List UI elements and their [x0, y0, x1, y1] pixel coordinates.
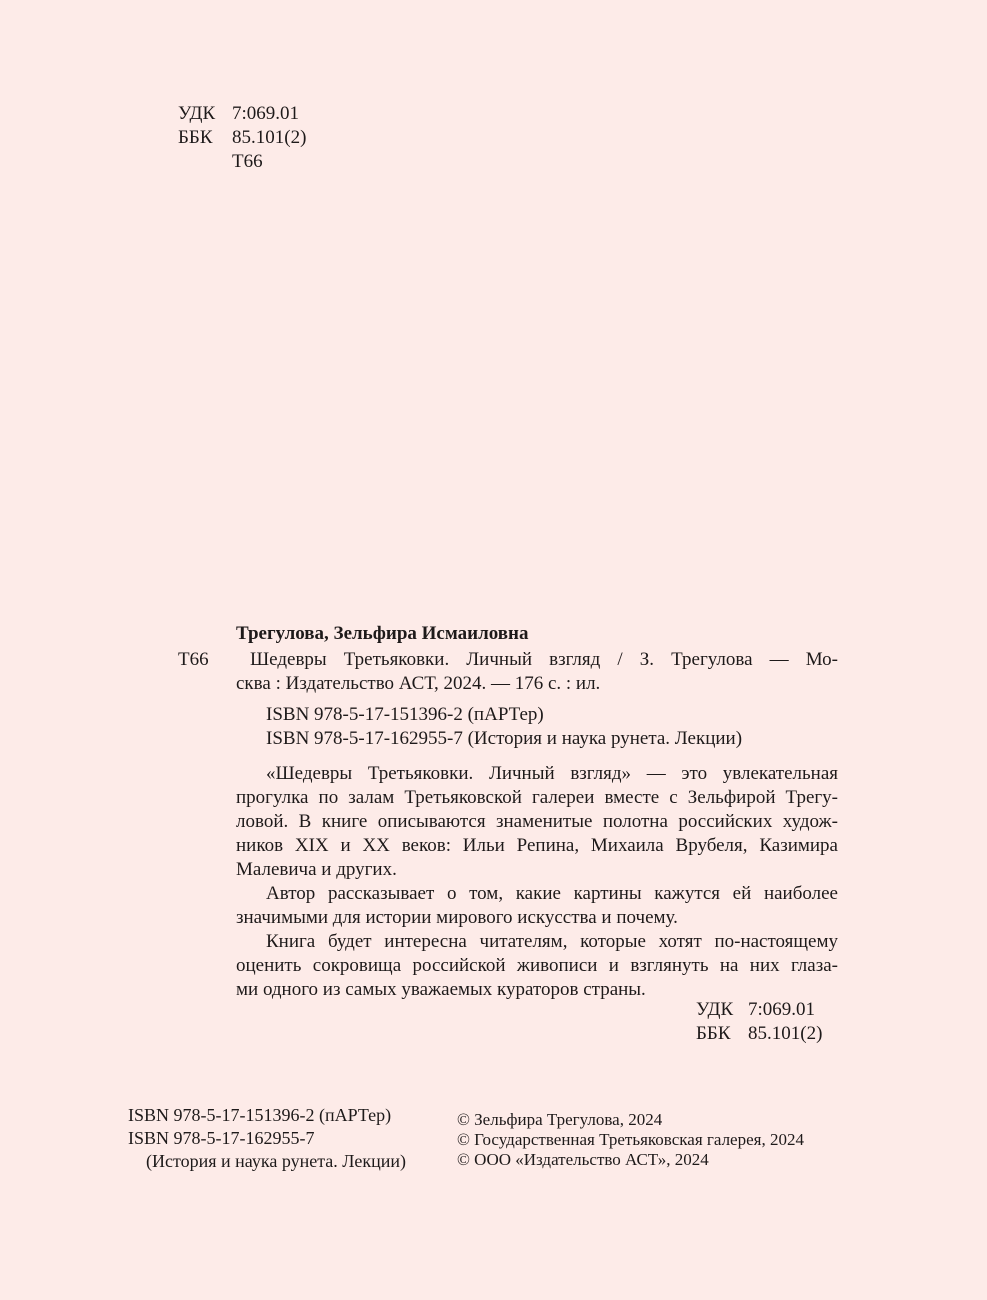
abstract-line: оценить сокровища российской живописи и взглянуть на них глаза- — [236, 955, 838, 976]
card-udk-row — [696, 998, 838, 1022]
abstract-line: ловой. В книге описываются знаменитые полотна российских худож- — [236, 811, 838, 832]
card-udk-value: 7:069.01 — [748, 999, 816, 1020]
bottom-isbn-line-1: ISBN 978-5-17-151396-2 (пАРТер) — [128, 1105, 392, 1125]
bbk-label: ББК — [178, 127, 213, 148]
abstract-line: Малевича и других. — [236, 859, 397, 880]
bottom-isbn-line-3: (История и наука рунета. Лекции) — [146, 1151, 406, 1171]
card-udk-label: УДК — [696, 999, 734, 1020]
udk-row — [178, 102, 306, 126]
card-classification — [696, 998, 838, 1046]
udk-value: 7:069.01 — [232, 103, 300, 124]
abstract-line: ми одного из самых уважаемых кураторов страны. — [236, 979, 646, 1000]
bottom-isbn — [128, 1104, 406, 1173]
abstract-line: значимыми для истории мирового искусства и почему. — [236, 907, 678, 928]
top-classification — [178, 102, 306, 174]
copyright-block — [457, 1110, 804, 1170]
abstract-line: прогулка по залам Третьяковской галереи вместе с Зельфирой Трегу- — [236, 787, 838, 808]
card-title-line-1: Шедевры Третьяковки. Личный взгляд / З. Трегулова — Мо- — [250, 649, 838, 670]
card-bbk-value: 85.101(2) — [748, 1023, 823, 1044]
card-isbn-2: ISBN 978-5-17-162955-7 (История и наука рунета. Лекции) — [266, 728, 743, 749]
card-title-line-2: сква : Издательство АСТ, 2024. — 176 с. : ил. — [236, 673, 601, 694]
card-author: Трегулова, Зельфира Исмаиловна — [236, 623, 529, 644]
copyright-line-1: © Зельфира Трегулова, 2024 — [457, 1110, 663, 1129]
card-author-mark: Т66 — [178, 649, 209, 670]
abstract-line: ников XIX и XX веков: Ильи Репина, Михаила Врубеля, Казимира — [236, 835, 838, 856]
bottom-isbn-line-2: ISBN 978-5-17-162955-7 — [128, 1128, 315, 1148]
card-abstract — [236, 762, 838, 1002]
card-title — [236, 648, 838, 696]
copyright-line-2: © Государственная Третьяковская галерея, 2024 — [457, 1130, 804, 1149]
udk-label: УДК — [178, 103, 216, 124]
card-isbn-1: ISBN 978-5-17-151396-2 (пАРТер) — [266, 704, 544, 725]
bbk-value: 85.101(2) — [232, 127, 307, 148]
card-bbk-label: ББК — [696, 1023, 731, 1044]
abstract-line: Автор рассказывает о том, какие картины кажутся ей наиболее — [266, 883, 838, 904]
card-bbk-row — [696, 1022, 838, 1046]
bbk-row — [178, 126, 306, 150]
abstract-line: Книга будет интересна читателям, которые хотят по-настоящему — [266, 931, 838, 952]
copyright-line-3: © ООО «Издательство АСТ», 2024 — [457, 1150, 709, 1169]
author-mark: Т66 — [232, 151, 263, 172]
abstract-line: «Шедевры Третьяковки. Личный взгляд» — это увлекательная — [266, 763, 838, 784]
